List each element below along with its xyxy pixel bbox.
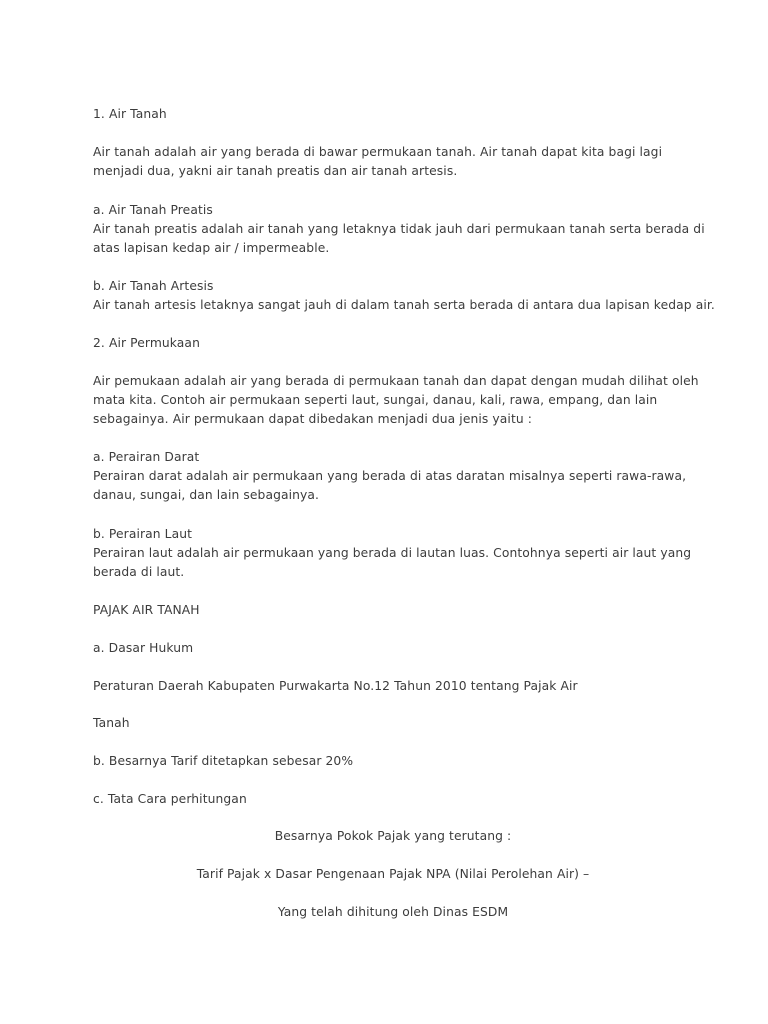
tata-cara-title: c. Tata Cara perhitungan — [93, 792, 247, 806]
section-2-heading: 2. Air Permukaan — [93, 336, 200, 350]
subsection-2b-line-2: berada di laut. — [93, 565, 185, 579]
dasar-hukum-text: Peraturan Daerah Kabupaten Purwakarta No.12 Tahun 2010 tentang Pajak Air — [93, 679, 578, 693]
section-2-intro-line-3: sebagainya. Air permukaan dapat dibedakan menjadi dua jenis yaitu : — [93, 412, 533, 426]
tarif-line: b. Besarnya Tarif ditetapkan sebesar 20% — [93, 754, 354, 768]
subsection-1a-title: a. Air Tanah Preatis — [93, 203, 213, 217]
subsection-2a-line-2: danau, sungai, dan lain sebagainya. — [93, 488, 320, 502]
pajak-heading: PAJAK AIR TANAH — [93, 603, 200, 617]
subsection-1a-line-1: Air tanah preatis adalah air tanah yang letaknya tidak jauh dari permukaan tanah serta berada di — [93, 222, 705, 236]
subsection-2a-line-1: Perairan darat adalah air permukaan yang berada di atas daratan misalnya seperti rawa-rawa, — [93, 469, 687, 483]
subsection-1b-title: b. Air Tanah Artesis — [93, 279, 214, 293]
formula-line-2: Tarif Pajak x Dasar Pengenaan Pajak NPA (Nilai Perolehan Air) – — [196, 867, 590, 881]
subsection-2a-title: a. Perairan Darat — [93, 450, 200, 464]
section-2-intro-line-1: Air pemukaan adalah air yang berada di permukaan tanah dan dapat dengan mudah dilihat oleh — [93, 374, 699, 388]
subsection-1a-line-2: atas lapisan kedap air / impermeable. — [93, 241, 330, 255]
subsection-1b-line-1: Air tanah artesis letaknya sangat jauh di dalam tanah serta berada di antara dua lapisan kedap air. — [93, 298, 715, 312]
formula-line-1: Besarnya Pokok Pajak yang terutang : — [274, 829, 512, 843]
section-1-heading: 1. Air Tanah — [93, 107, 167, 121]
dasar-hukum-title: a. Dasar Hukum — [93, 641, 194, 655]
section-1-intro-line-2: menjadi dua, yakni air tanah preatis dan air tanah artesis. — [93, 164, 458, 178]
section-2-intro-line-2: mata kita. Contoh air permukaan seperti laut, sungai, danau, kali, rawa, empang, dan lain — [93, 393, 658, 407]
section-1-intro-line-1: Air tanah adalah air yang berada di bawar permukaan tanah. Air tanah dapat kita bagi lagi — [93, 145, 663, 159]
subsection-2b-title: b. Perairan Laut — [93, 527, 193, 541]
subsection-2b-line-1: Perairan laut adalah air permukaan yang berada di lautan luas. Contohnya seperti air laut yang — [93, 546, 692, 560]
dasar-hukum-continuation: Tanah — [93, 716, 130, 730]
formula-line-3: Yang telah dihitung oleh Dinas ESDM — [277, 905, 509, 919]
